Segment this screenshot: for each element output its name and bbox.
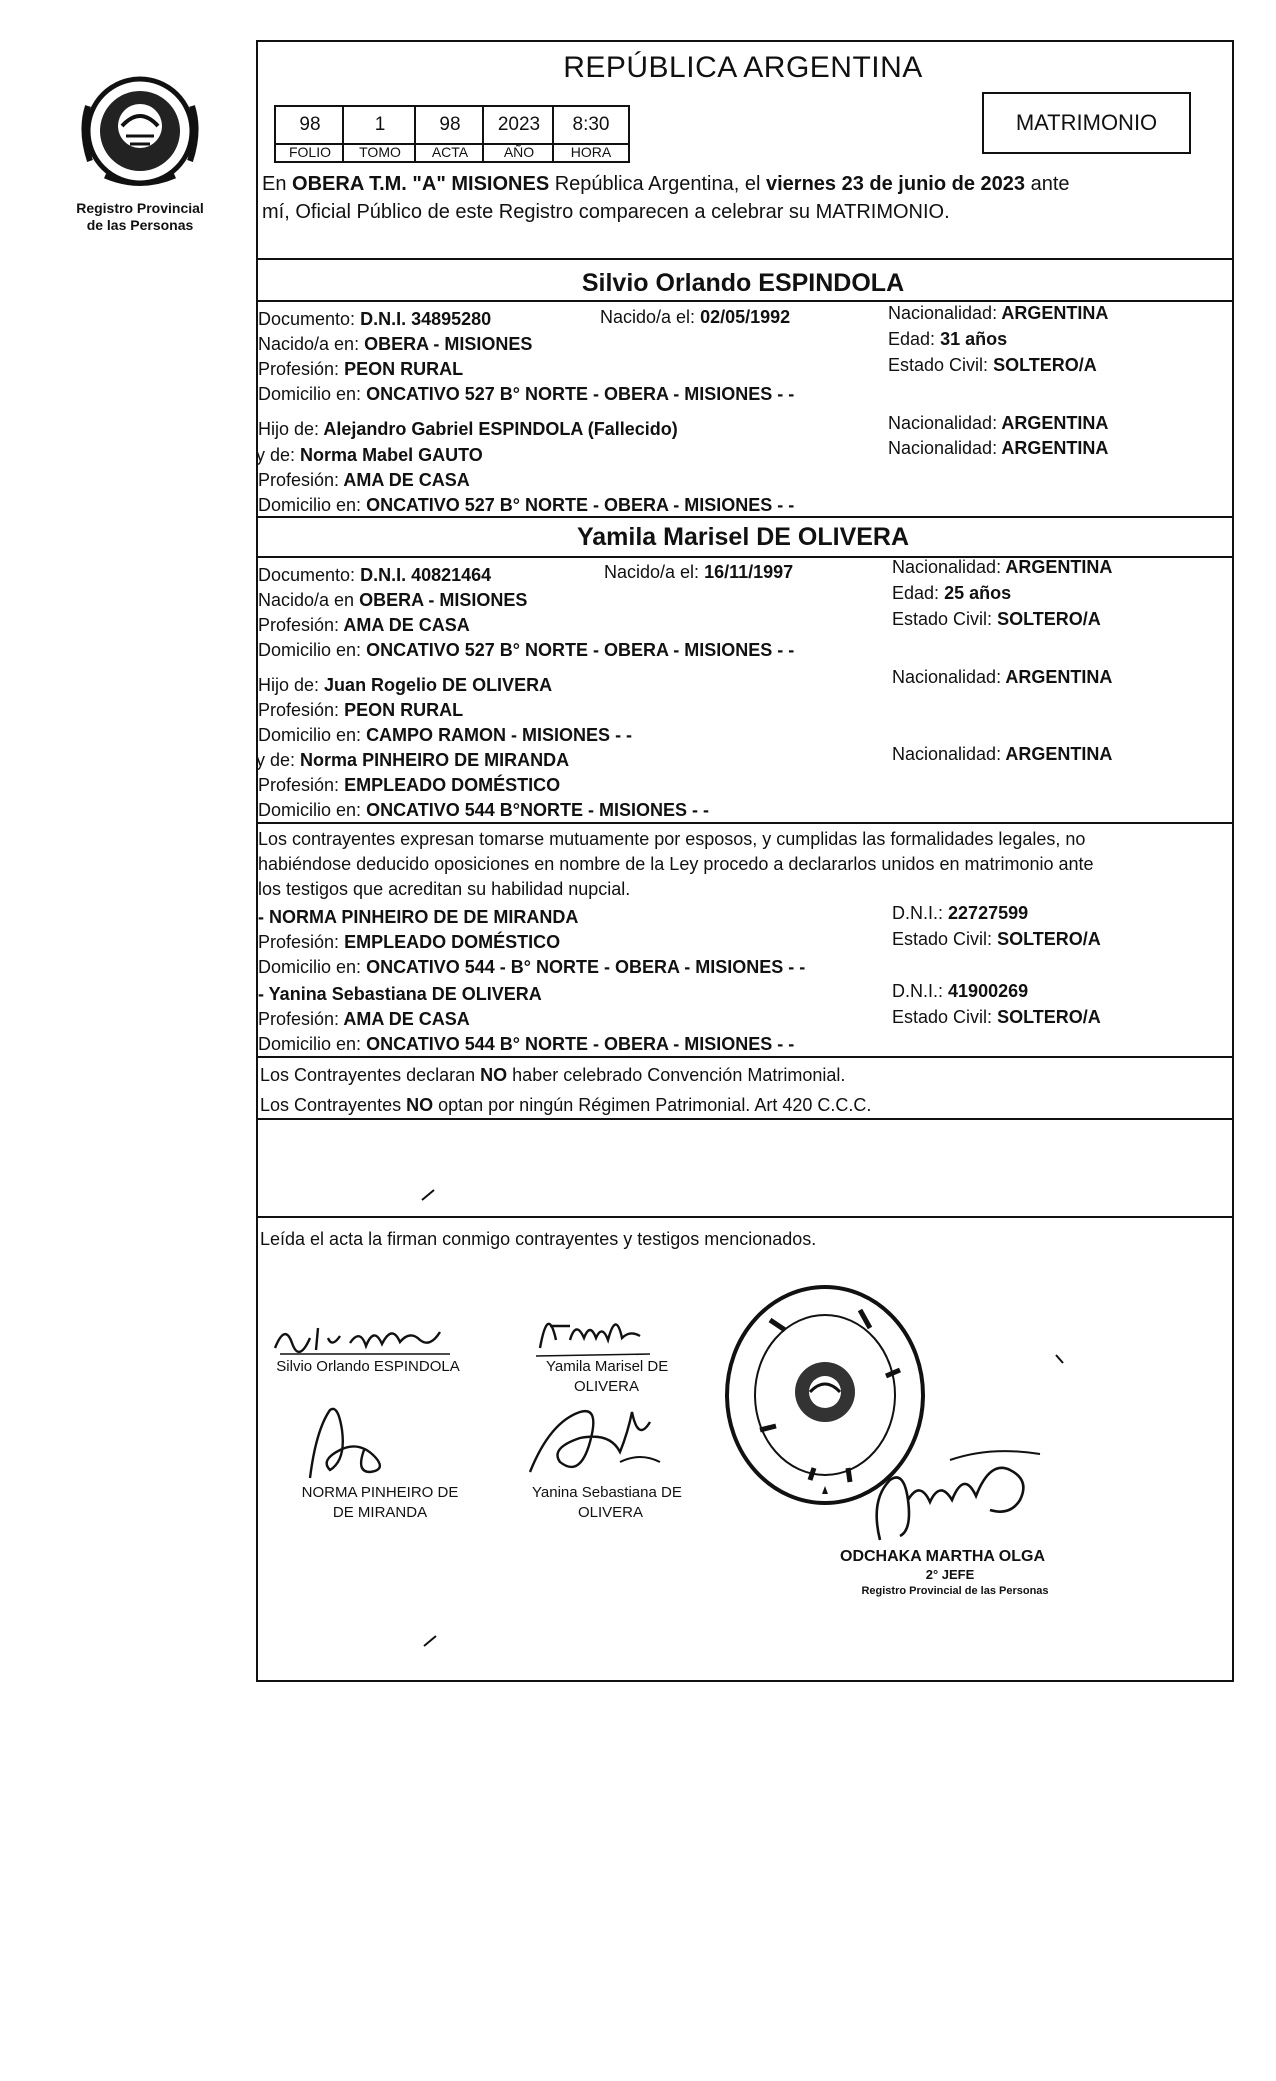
label: y de:: [256, 445, 296, 465]
spouse2-mother-nationality: [892, 743, 1112, 765]
value: Juan Rogelio DE OLIVERA: [324, 675, 553, 695]
spouse1-document: [258, 308, 491, 330]
declaration-line2: habiéndose deducido oposiciones en nombre de la Ley procedo a declararlos unidos en matrimonio ante: [258, 854, 1094, 874]
label: D.N.I.:: [892, 903, 944, 923]
official-role: 2° JEFE: [925, 1567, 975, 1582]
value: ARGENTINA: [1001, 438, 1109, 458]
intro-line1: [262, 172, 1070, 196]
spouse2-birthplace: [258, 589, 527, 611]
spouse1-birthplace: [258, 333, 532, 355]
value: SOLTERO/A: [997, 609, 1101, 629]
spouse2-signature: [530, 1300, 660, 1365]
value: ARGENTINA: [1005, 744, 1113, 764]
spouse2-signature-caption-2: OLIVERA: [574, 1378, 640, 1395]
label: Edad:: [888, 329, 936, 349]
witness1-signature: [290, 1400, 400, 1485]
tick-mark: [422, 1634, 438, 1653]
value: ONCATIVO 544 B°NORTE - MISIONES - -: [366, 800, 709, 820]
tomo-label: TOMO: [342, 143, 416, 163]
declaration-line3: los testigos que acreditan su habilidad nupcial.: [258, 879, 631, 899]
spouse2-mother: [256, 749, 569, 771]
spouse1-age: [888, 328, 1007, 350]
witness2-address: [258, 1033, 794, 1055]
spouse2-mother-address: [258, 799, 709, 821]
folio-value: 98: [274, 105, 344, 145]
value: Alejandro Gabriel ESPINDOLA (Fallecido): [323, 419, 678, 439]
value: EMPLEADO DOMÉSTICO: [344, 932, 561, 952]
value: 41900269: [948, 981, 1029, 1001]
label: Profesión:: [258, 359, 340, 379]
label: Domicilio en:: [258, 495, 362, 515]
spouse2-father: [258, 674, 552, 696]
label: Profesión:: [258, 470, 340, 490]
divider: [256, 822, 1232, 824]
label: Estado Civil:: [892, 929, 993, 949]
value: Norma PINHEIRO DE MIRANDA: [300, 750, 570, 770]
tick-mark: [420, 1188, 436, 1207]
value: ARGENTINA: [1001, 303, 1109, 323]
spouse2-name: Yamila Marisel DE OLIVERA: [576, 523, 910, 551]
spouse1-signature-caption: Silvio Orlando ESPINDOLA: [276, 1358, 460, 1375]
label: Hijo de:: [258, 419, 320, 439]
spouse2-civil-status: [892, 608, 1101, 630]
value: ARGENTINA: [1005, 557, 1113, 577]
closing-statement: Leída el acta la firman conmigo contrayentes y testigos mencionados.: [260, 1229, 817, 1249]
value: D.N.I. 34895280: [360, 309, 492, 329]
value: EMPLEADO DOMÉSTICO: [344, 775, 561, 795]
value: 02/05/1992: [700, 307, 791, 327]
value: SOLTERO/A: [997, 1007, 1101, 1027]
registry-caption: [62, 200, 218, 234]
act-type-box: MATRIMONIO: [982, 92, 1191, 154]
value: OBERA - MISIONES: [359, 590, 528, 610]
witness2-signature: [520, 1392, 670, 1487]
witness1-signature-caption-2: DE MIRANDA: [332, 1504, 428, 1521]
label: Domicilio en:: [258, 640, 362, 660]
note-negation: NO: [480, 1065, 508, 1085]
regime-note: [260, 1094, 871, 1116]
acta-value: 98: [414, 105, 484, 145]
label: Documento:: [258, 309, 356, 329]
note-text: haber celebrado Convención Matrimonial.: [512, 1065, 846, 1085]
value: D.N.I. 40821464: [360, 565, 492, 585]
anio-value: 2023: [482, 105, 554, 145]
witness1-signature-caption-1: NORMA PINHEIRO DE: [301, 1484, 459, 1501]
spouse1-name: Silvio Orlando ESPINDOLA: [581, 269, 905, 297]
label: Edad:: [892, 583, 940, 603]
value: 16/11/1997: [704, 562, 794, 582]
label: Nacionalidad:: [888, 303, 998, 323]
value: PEON RURAL: [344, 359, 464, 379]
label: Nacido/a el:: [600, 307, 696, 327]
official-name: ODCHAKA MARTHA OLGA: [840, 1548, 1046, 1565]
spouse1-nationality: [888, 302, 1108, 324]
spouse2-signature-caption-1: Yamila Marisel DE: [546, 1358, 669, 1375]
spouse1-mother-profession: [258, 469, 470, 491]
registry-logo: [70, 66, 210, 196]
label: Documento:: [258, 565, 356, 585]
value: ARGENTINA: [1005, 667, 1113, 687]
label: y de:: [256, 750, 296, 770]
value: ONCATIVO 527 B° NORTE - OBERA - MISIONES - -: [366, 495, 795, 515]
label: Nacionalidad:: [888, 438, 998, 458]
spouse1-civil-status: [888, 354, 1097, 376]
witness2-civil-status: [892, 1006, 1101, 1028]
registry-caption-line2: de las Personas: [86, 217, 194, 233]
value: ONCATIVO 544 - B° NORTE - OBERA - MISIONES - -: [366, 957, 806, 977]
official-signature: [860, 1440, 1060, 1550]
acta-label: ACTA: [414, 143, 484, 163]
official-office: Registro Provincial de las Personas: [861, 1585, 1049, 1597]
intro-prefix: En: [262, 173, 287, 195]
label: Profesión:: [258, 615, 340, 635]
intro-line2: mí, Oficial Público de este Registro comparecen a celebrar su MATRIMONIO.: [262, 201, 950, 223]
value: 31 años: [940, 329, 1008, 349]
label: Nacionalidad:: [888, 413, 998, 433]
spouse2-nationality: [892, 556, 1112, 578]
spouse2-age: [892, 582, 1011, 604]
divider: [256, 1216, 1232, 1218]
spouse2-father-profession: [258, 699, 463, 721]
value: AMA DE CASA: [343, 470, 470, 490]
spouse1-parents-address: [258, 494, 794, 516]
value: AMA DE CASA: [343, 1009, 470, 1029]
label: Nacido/a el:: [604, 562, 700, 582]
witness1-civil-status: [892, 928, 1101, 950]
spouse2-mother-profession: [258, 774, 560, 796]
document-title: REPÚBLICA ARGENTINA: [563, 51, 923, 84]
intro-date: viernes 23 de junio de 2023: [766, 173, 1026, 195]
value: SOLTERO/A: [997, 929, 1101, 949]
spouse2-profession: [258, 614, 470, 636]
hora-label: HORA: [552, 143, 630, 163]
value: 25 años: [944, 583, 1012, 603]
divider: [256, 258, 1232, 260]
label: Nacido/a en: [258, 590, 355, 610]
spouse1-father-nationality: [888, 412, 1108, 434]
declaration-line1: Los contrayentes expresan tomarse mutuamente por esposos, y cumplidas las formalidades legales, no: [258, 829, 1086, 849]
value: PEON RURAL: [344, 700, 464, 720]
witness1-address: [258, 956, 805, 978]
label: Domicilio en:: [258, 957, 362, 977]
label: Nacionalidad:: [892, 557, 1002, 577]
label: Domicilio en:: [258, 1034, 362, 1054]
note-text: Los Contrayentes: [260, 1095, 402, 1115]
spouse1-address: [258, 383, 794, 405]
spouse2-father-address: [258, 724, 632, 746]
label: Nacido/a en:: [258, 334, 360, 354]
value: AMA DE CASA: [343, 615, 470, 635]
note-negation: NO: [406, 1095, 434, 1115]
tick-mark: [1054, 1352, 1066, 1370]
intro-place: OBERA T.M. "A" MISIONES: [292, 173, 550, 195]
folio-label: FOLIO: [274, 143, 344, 163]
tomo-value: 1: [342, 105, 416, 145]
value: Norma Mabel GAUTO: [300, 445, 483, 465]
value: OBERA - MISIONES: [364, 334, 533, 354]
spouse1-mother: [256, 444, 483, 466]
label: Domicilio en:: [258, 800, 362, 820]
intro-mid: República Argentina, el: [554, 173, 761, 195]
label: Nacionalidad:: [892, 667, 1002, 687]
spouse1-profession: [258, 358, 463, 380]
witness1-dni: [892, 902, 1028, 924]
divider: [256, 516, 1232, 518]
label: Profesión:: [258, 700, 340, 720]
label: Profesión:: [258, 775, 340, 795]
label: Estado Civil:: [892, 609, 993, 629]
anio-label: AÑO: [482, 143, 554, 163]
value: 22727599: [948, 903, 1029, 923]
note-text: optan por ningún Régimen Patrimonial. Art 420 C.C.C.: [438, 1095, 872, 1115]
label: Domicilio en:: [258, 725, 362, 745]
spouse2-document: [258, 564, 491, 586]
value: SOLTERO/A: [993, 355, 1097, 375]
label: Hijo de:: [258, 675, 320, 695]
witness1-profession: [258, 931, 560, 953]
divider: [256, 1118, 1232, 1120]
witness1-name: - NORMA PINHEIRO DE DE MIRANDA: [258, 907, 579, 927]
spouse1-mother-nationality: [888, 437, 1108, 459]
witness2-dni: [892, 980, 1028, 1002]
spouse1-signature: [270, 1318, 460, 1363]
label: Domicilio en:: [258, 384, 362, 404]
witness2-profession: [258, 1008, 470, 1030]
witness2-signature-caption-1: Yanina Sebastiana DE: [532, 1484, 682, 1501]
spouse2-birthdate: [604, 561, 793, 583]
witness2-name: - Yanina Sebastiana DE OLIVERA: [258, 984, 542, 1004]
spouse1-father: [258, 418, 678, 440]
spouse2-father-nationality: [892, 666, 1112, 688]
label: D.N.I.:: [892, 981, 944, 1001]
label: Nacionalidad:: [892, 744, 1002, 764]
label: Estado Civil:: [892, 1007, 993, 1027]
spouse1-birthdate: [600, 306, 790, 328]
label: Profesión:: [258, 1009, 340, 1029]
value: CAMPO RAMON - MISIONES - -: [366, 725, 633, 745]
spouse2-address: [258, 639, 794, 661]
label: Profesión:: [258, 932, 340, 952]
divider: [256, 1056, 1232, 1058]
hora-value: 8:30: [552, 105, 630, 145]
convention-note: [260, 1064, 845, 1086]
value: ONCATIVO 527 B° NORTE - OBERA - MISIONES - -: [366, 640, 795, 660]
intro-tail: ante: [1030, 173, 1070, 195]
label: Estado Civil:: [888, 355, 989, 375]
value: ONCATIVO 544 B° NORTE - OBERA - MISIONES - -: [366, 1034, 795, 1054]
note-text: Los Contrayentes declaran: [260, 1065, 476, 1085]
value: ARGENTINA: [1001, 413, 1109, 433]
witness2-signature-caption-2: OLIVERA: [578, 1504, 644, 1521]
value: ONCATIVO 527 B° NORTE - OBERA - MISIONES - -: [366, 384, 795, 404]
registry-caption-line1: Registro Provincial: [76, 200, 204, 216]
